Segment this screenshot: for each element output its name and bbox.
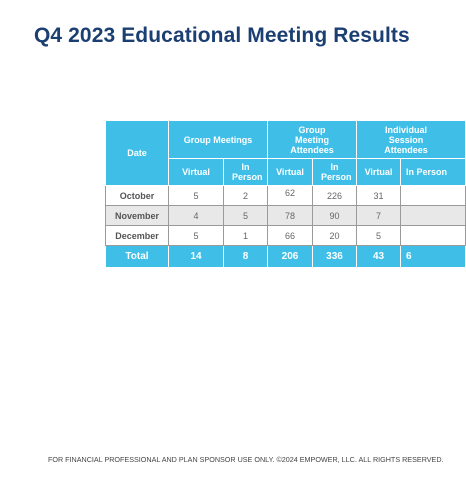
- total-cell: 8: [224, 246, 268, 268]
- total-cell: 14: [169, 246, 224, 268]
- table-cell: 5: [224, 206, 268, 226]
- table-cell: 7: [357, 206, 401, 226]
- subheader-in-person: In Person: [224, 159, 268, 186]
- meeting-results-table-container: [105, 120, 448, 270]
- subheader-virtual: Virtual: [357, 159, 401, 186]
- table-cell: [401, 206, 466, 226]
- subheader-virtual: Virtual: [169, 159, 224, 186]
- total-cell: 206: [268, 246, 313, 268]
- table-cell: 1: [224, 226, 268, 246]
- table-cell: [401, 226, 466, 246]
- row-label: December: [106, 226, 169, 246]
- total-label: Total: [106, 246, 169, 268]
- page-title: Q4 2023 Educational Meeting Results: [34, 24, 410, 47]
- table-cell: 62: [268, 186, 313, 206]
- table-cell: 31: [357, 186, 401, 206]
- table-row: [106, 186, 466, 206]
- table-cell: 226: [313, 186, 357, 206]
- subheader-virtual: Virtual: [268, 159, 313, 186]
- footer-disclaimer: FOR FINANCIAL PROFESSIONAL AND PLAN SPONSOR USE ONLY. ©2024 EMPOWER, LLC. ALL RIGHTS RESERVED.: [48, 455, 444, 464]
- table-cell: 4: [169, 206, 224, 226]
- group-header-individual-session-attendees: Individual Session Attendees: [357, 121, 466, 159]
- group-header-group-meeting-attendees: Group Meeting Attendees: [268, 121, 357, 159]
- table-cell: 5: [169, 186, 224, 206]
- table-cell: 78: [268, 206, 313, 226]
- table-cell: 66: [268, 226, 313, 246]
- table-cell: 90: [313, 206, 357, 226]
- meeting-results-table: [105, 120, 466, 268]
- table-cell: 2: [224, 186, 268, 206]
- table-row: [106, 226, 466, 246]
- subheader-in-person: In Person: [401, 159, 466, 186]
- table-cell: 5: [169, 226, 224, 246]
- row-label: October: [106, 186, 169, 206]
- total-cell: 6: [401, 246, 466, 268]
- subheader-in-person: In Person: [313, 159, 357, 186]
- group-header-group-meetings: Group Meetings: [169, 121, 268, 159]
- total-cell: 336: [313, 246, 357, 268]
- total-cell: 43: [357, 246, 401, 268]
- table-row: [106, 206, 466, 226]
- table-cell: 20: [313, 226, 357, 246]
- date-header: Date: [106, 121, 169, 186]
- row-label: November: [106, 206, 169, 226]
- table-cell: [401, 186, 466, 206]
- total-row: [106, 246, 466, 268]
- table-cell: 5: [357, 226, 401, 246]
